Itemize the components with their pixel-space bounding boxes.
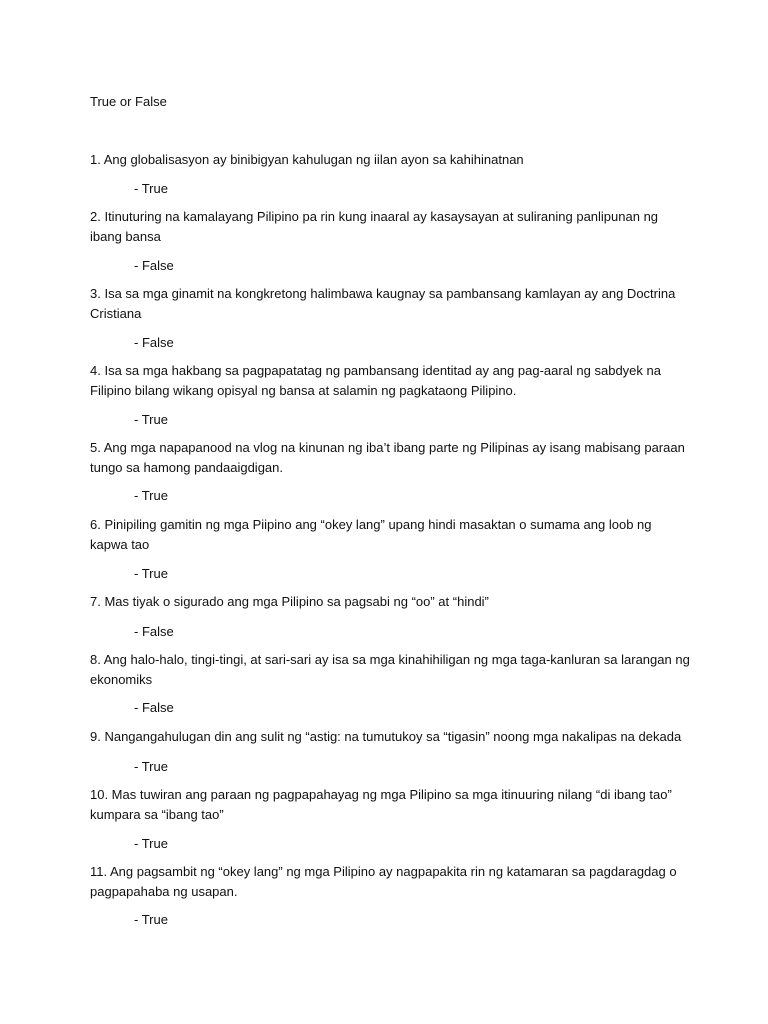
question-9: 9. Nangangahulugan din ang sulit ng “astig: na tumutukoy sa “tigasin” noong mga nakalipas na dekada [90, 729, 682, 744]
question-8: 8. Ang halo-halo, tingi-tingi, at sari-sari ay isa sa mga kinahihiligan ng mga taga-kanluran sa larangan ng ekonomiks [90, 652, 690, 687]
answer-8: - False [134, 700, 174, 715]
answer-6: - True [134, 566, 168, 581]
answer-5: - True [134, 488, 168, 503]
question-2: 2. Itinuturing na kamalayang Pilipino pa rin kung inaaral ay kasaysayan at suliraning panlipunan ng ibang bansa [90, 209, 659, 244]
answer-4: - True [134, 412, 168, 427]
question-10: 10. Mas tuwiran ang paraan ng pagpapahayag ng mga Pilipino sa mga itinuuring nilang “di ibang tao” kumpara sa “ibang tao” [90, 787, 672, 822]
answer-3: - False [134, 335, 174, 350]
question-7: 7. Mas tiyak o sigurado ang mga Pilipino sa pagsabi ng “oo” at “hindi” [90, 594, 489, 609]
answer-7: - False [134, 624, 174, 639]
question-1: 1. Ang globalisasyon ay binibigyan kahulugan ng iilan ayon sa kahihinatnan [90, 152, 524, 167]
question-6: 6. Pinipiling gamitin ng mga Piipino ang “okey lang” upang hindi masaktan o sumama ang loob ng kapwa tao [90, 517, 652, 552]
answer-10: - True [134, 836, 168, 851]
question-3: 3. Isa sa mga ginamit na kongkretong halimbawa kaugnay sa pambansang kamlayan ay ang Doctrina Cristiana [90, 286, 676, 321]
question-5: 5. Ang mga napapanood na vlog na kinunan ng iba’t ibang parte ng Pilipinas ay isang mabisang paraan tungo sa hamong pandaaigdigan. [90, 440, 685, 475]
answer-1: - True [134, 181, 168, 196]
answer-11: - True [134, 912, 168, 927]
question-11: 11. Ang pagsambit ng “okey lang” ng mga Pilipino ay nagpapakita rin ng katamaran sa pagdaragdag o pagpapahaba ng usapan. [90, 864, 677, 899]
document-title: True or False [90, 94, 167, 109]
answer-2: - False [134, 258, 174, 273]
answer-9: - True [134, 759, 168, 774]
question-4: 4. Isa sa mga hakbang sa pagpapatatag ng pambansang identitad ay ang pag-aaral ng sabdyek na Filipino bilang wikang opisyal ng bansa at salamin ng pagkataong Pilipino. [90, 363, 661, 398]
